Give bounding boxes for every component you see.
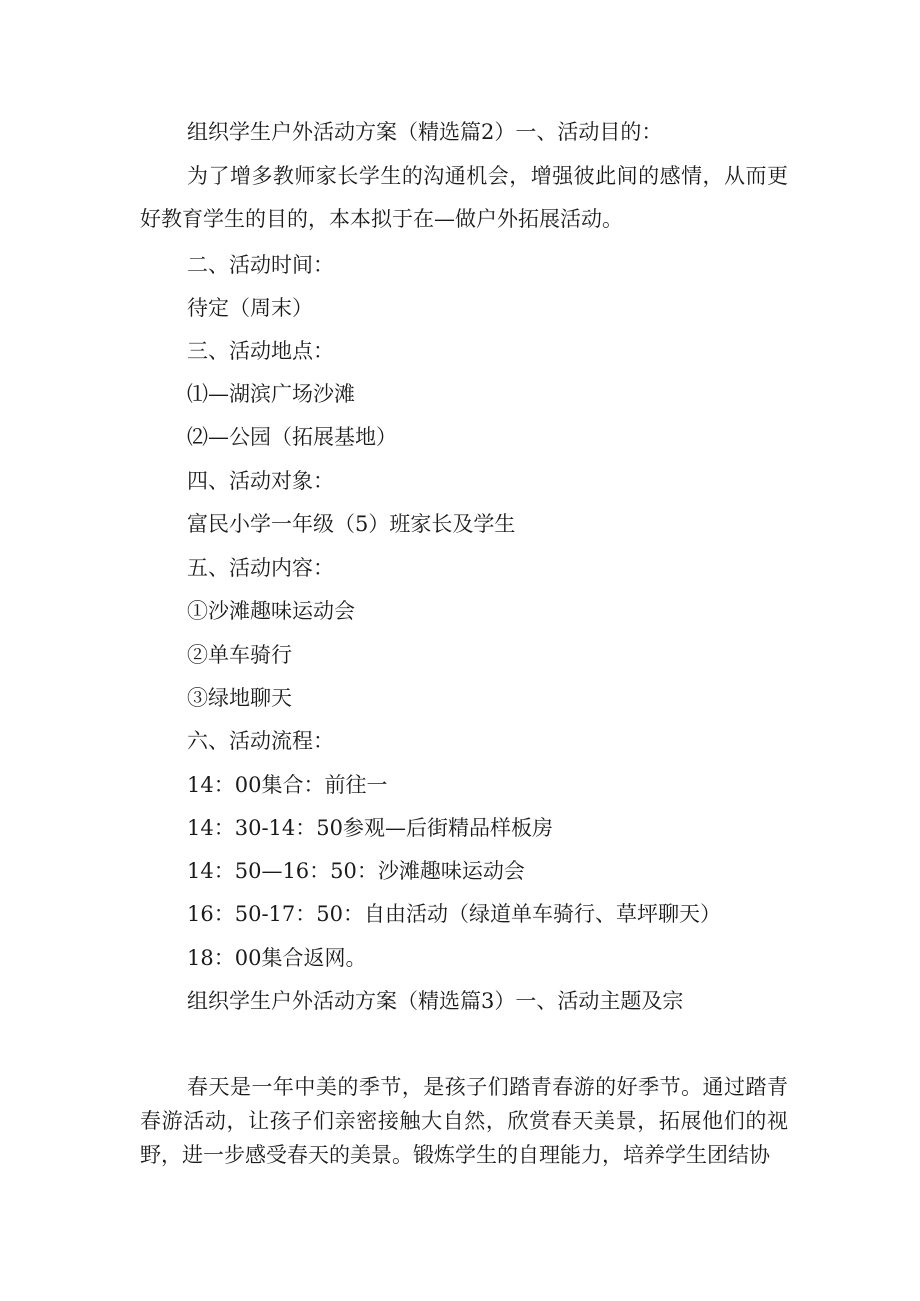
spring-paragraph: 春天是一年中美的季节，是孩子们踏青春游的好季节。通过踏青春游活动，让孩子们亲密接触大自然，欣赏春天美景，拓展他们的视野，进一步感受春天的美景。锻炼学生的自理能力，培养学生团结协 xyxy=(140,1075,788,1167)
time-heading: 二、活动时间： xyxy=(187,253,334,277)
place-item-1: ⑴—湖滨广场沙滩 xyxy=(187,382,355,406)
flow-item-3: 14：50—16：50：沙滩趣味运动会 xyxy=(187,859,525,883)
section-heading-3: 组织学生户外活动方案（精选篇3）一、活动主题及宗 xyxy=(187,989,684,1013)
time-value: 待定（周末） xyxy=(187,296,313,320)
place-heading: 三、活动地点： xyxy=(187,339,334,363)
flow-item-4: 16：50-17：50：自由活动（绿道单车骑行、草坪聊天） xyxy=(187,902,721,926)
flow-item-2: 14：30-14：50参观—后街精品样板房 xyxy=(187,816,553,840)
purpose-paragraph: 为了增多教师家长学生的沟通机会，增强彼此间的感情，从而更好教育学生的目的，本本拟于在—做户外拓展活动。 xyxy=(140,164,788,231)
place-item-2: ⑵—公园（拓展基地） xyxy=(187,425,397,449)
target-heading: 四、活动对象： xyxy=(187,469,334,493)
flow-item-1: 14：00集合：前往一 xyxy=(187,773,388,797)
content-item-3: ③绿地聊天 xyxy=(187,686,292,710)
content-item-2: ②单车骑行 xyxy=(187,643,292,667)
content-item-1: ①沙滩趣味运动会 xyxy=(187,599,355,623)
flow-item-5: 18：00集合返网。 xyxy=(187,946,367,970)
flow-heading: 六、活动流程： xyxy=(187,729,334,753)
content-heading: 五、活动内容： xyxy=(187,556,334,580)
section-heading-2: 组织学生户外活动方案（精选篇2）一、活动目的： xyxy=(187,120,663,144)
target-value: 富民小学一年级（5）班家长及学生 xyxy=(187,512,516,536)
